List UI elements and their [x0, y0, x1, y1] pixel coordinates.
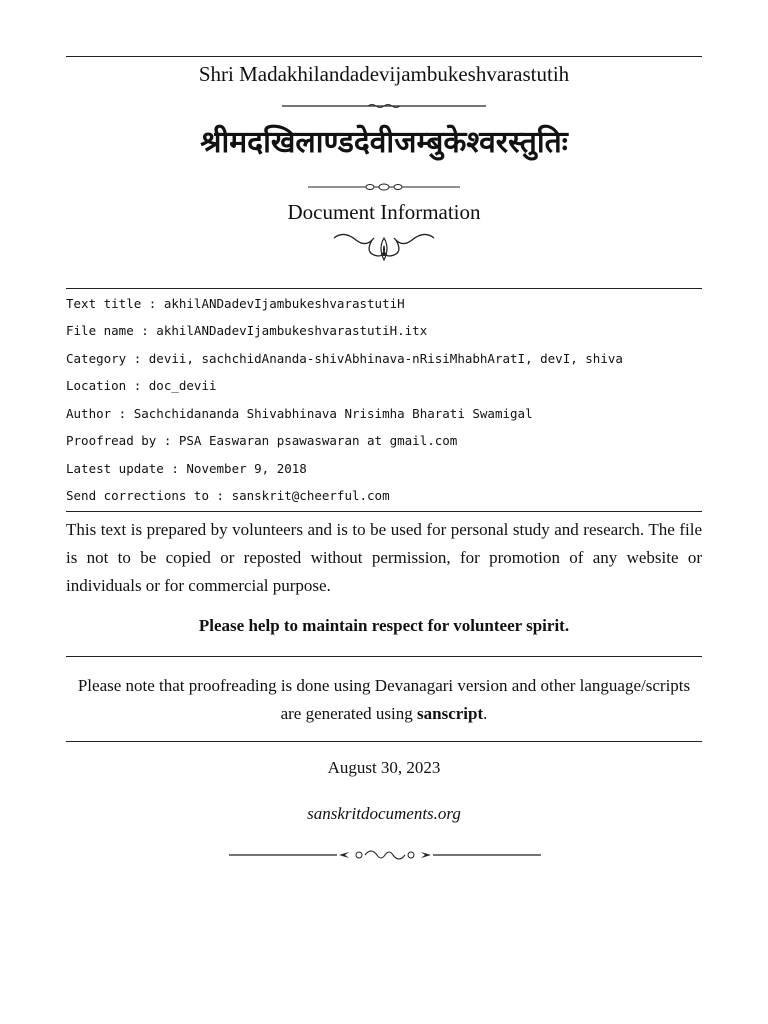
meta-file-name: File name : akhilANDadevIjambukeshvarastutiH.itx	[66, 323, 428, 338]
document-date: August 30, 2023	[327, 758, 441, 777]
meta-text-title: Text title : akhilANDadevIjambukeshvarastutiH	[66, 296, 405, 311]
footer-rule	[66, 741, 702, 742]
metadata-top-rule	[66, 288, 702, 289]
title-devanagari: श्रीमदखिलाण्डदेवीजम्बुकेश्वरस्तुतिः	[200, 125, 568, 160]
site-name: sanskritdocuments.org	[307, 804, 461, 823]
metadata-bottom-rule	[66, 511, 702, 512]
meta-latest-update: Latest update : November 9, 2018	[66, 461, 307, 476]
volunteer-spirit-emphasis: Please help to maintain respect for volunteer spirit.	[198, 616, 570, 635]
meta-author: Author : Sachchidananda Shivabhinava Nrisimha Bharati Swamigal	[66, 406, 533, 421]
top-rule	[66, 56, 702, 57]
title-english: Shri Madakhilandadevijambukeshvarastutih	[198, 62, 570, 86]
meta-location: Location : doc_devii	[66, 378, 217, 393]
meta-proofread-by: Proofread by : PSA Easwaran psawaswaran at gmail.com	[66, 433, 458, 448]
notice-rule	[66, 656, 702, 657]
meta-category: Category : devii, sachchidAnanda-shivAbhinava-nRisiMhabhAratI, devI, shiva	[66, 351, 623, 366]
volunteer-notice-paragraph: This text is prepared by volunteers and is to be used for personal study and research. The file is not to be copied or reposted without permission, for promotion of any website or individuals or for commercial purpose.	[66, 520, 702, 595]
proofreading-note-text: Please note that proofreading is done using Devanagari version and other language/scripts are generated using	[77, 676, 691, 723]
proofreading-note-end: .	[483, 704, 488, 723]
ornament-divider-bottom	[229, 848, 541, 862]
sanscript-term: sanscript	[417, 704, 484, 723]
flourish-ornament	[332, 228, 436, 264]
ornament-divider-medium	[308, 181, 460, 193]
proofreading-note	[66, 672, 702, 728]
meta-send-corrections: Send corrections to : sanskrit@cheerful.com	[66, 488, 390, 503]
ornament-divider-small	[282, 100, 486, 112]
section-heading: Document Information	[287, 200, 481, 224]
